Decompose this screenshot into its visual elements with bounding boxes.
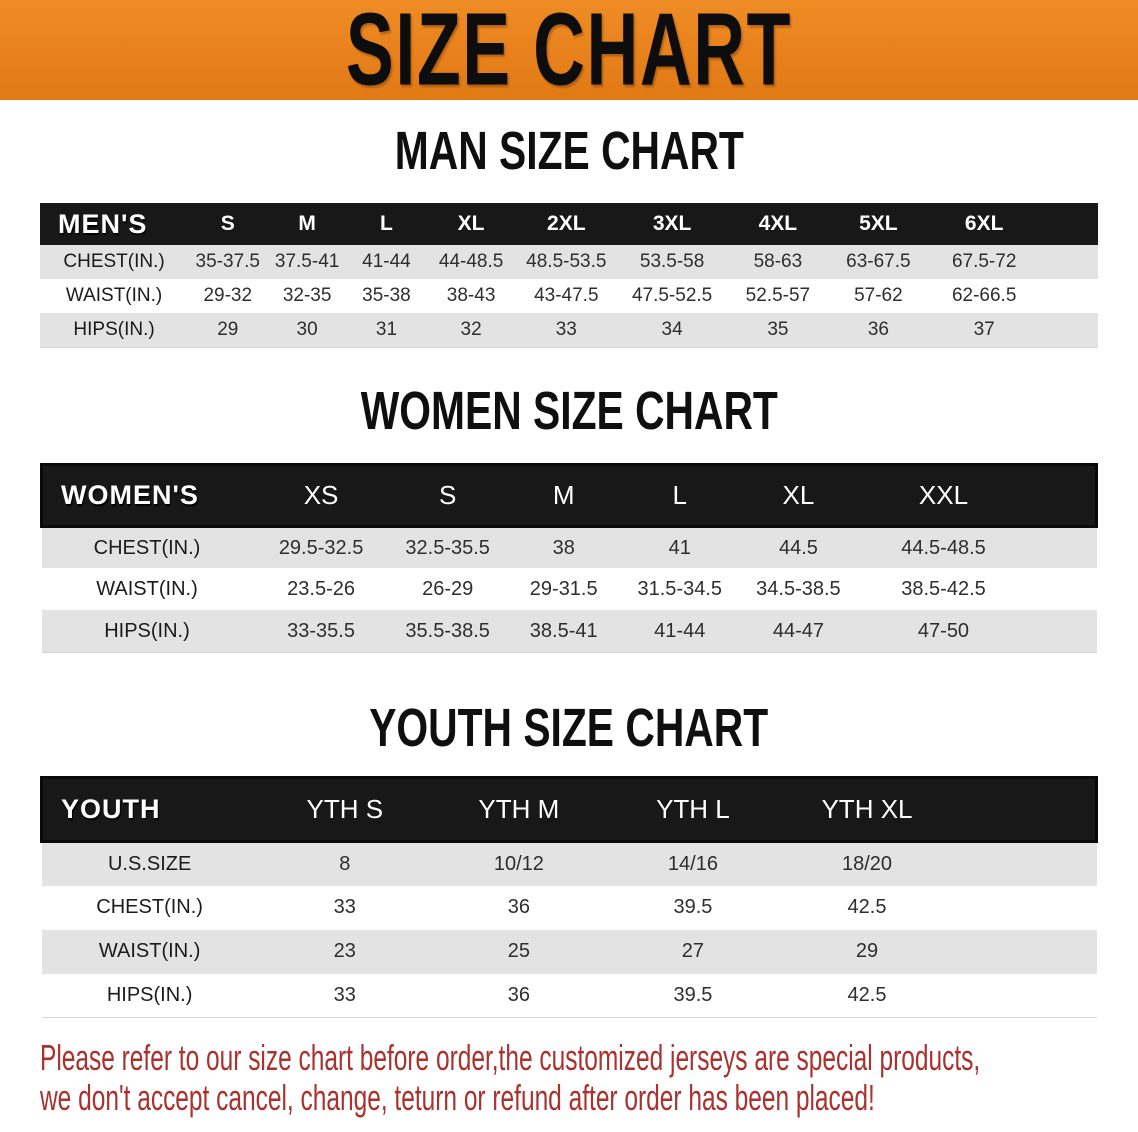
youth-size-column-header: YTH L: [606, 778, 780, 842]
spacer-cell: [954, 974, 1096, 1018]
row-label: CHEST(IN.): [93, 536, 201, 559]
size-value: 39.5: [673, 896, 713, 919]
spacer-cell: [1028, 464, 1097, 526]
size-value: 38.5-41: [529, 619, 598, 642]
size-value: 57-62: [854, 285, 903, 307]
men-size-column-header: 4XL: [728, 203, 829, 245]
size-value: 42.5: [847, 896, 887, 919]
size-value: 37.5-41: [274, 251, 340, 273]
size-value: 32.5-35.5: [405, 536, 490, 559]
women-table-row: [42, 568, 1097, 610]
men-chart-heading: [0, 121, 1138, 182]
row-label: HIPS(IN.): [73, 318, 155, 340]
size-value: 34.5-38.5: [756, 577, 841, 600]
size-value: 36: [867, 318, 889, 340]
size-value: 43-47.5: [534, 285, 599, 307]
size-value: 38-43: [446, 285, 496, 307]
size-value: 30: [296, 318, 318, 340]
size-value: 37: [973, 318, 995, 340]
size-value: 44-47: [772, 619, 825, 642]
men-header-row: [40, 203, 1098, 245]
women-size-column-header: L: [622, 464, 738, 526]
row-label: CHEST(IN.): [96, 896, 203, 919]
youth-group-label: YOUTH: [42, 778, 258, 842]
spacer-cell: [954, 886, 1096, 930]
size-value: 33-35.5: [287, 619, 355, 642]
disclaimer-line-2: we don't accept cancel, change, teturn or refund after order has been placed!: [40, 1077, 875, 1119]
youth-table-row: [42, 886, 1097, 930]
row-label: CHEST(IN.): [63, 251, 165, 273]
men-size-column-header: 6XL: [929, 203, 1040, 245]
size-value: 29-32: [203, 285, 253, 307]
men-size-column-header: 3XL: [617, 203, 728, 245]
spacer-cell: [1040, 313, 1098, 347]
size-value: 63-67.5: [846, 251, 911, 273]
spacer-cell: [1040, 203, 1098, 245]
size-value: 44.5-48.5: [901, 536, 986, 559]
size-value: 36: [507, 896, 530, 919]
spacer-cell: [1040, 279, 1098, 313]
banner-title: SIZE CHART: [345, 0, 793, 108]
row-label: WAIST(IN.): [98, 940, 201, 963]
men-table-row: [40, 313, 1098, 347]
youth-table-row: [42, 842, 1097, 886]
spacer-cell: [1028, 526, 1097, 568]
youth-chart-heading: [0, 698, 1138, 759]
size-value: 33: [333, 983, 356, 1006]
youth-table-row: [42, 974, 1097, 1018]
women-size-column-header: XS: [253, 464, 390, 526]
women-header-row: [42, 464, 1097, 526]
size-value: 32-35: [282, 285, 332, 307]
size-value: 48.5-53.5: [526, 251, 607, 273]
spacer-cell: [1028, 610, 1097, 652]
men-chart-heading-text: MAN SIZE CHART: [394, 121, 744, 182]
youth-size-chart-section: [0, 698, 1138, 1018]
row-label: WAIST(IN.): [96, 577, 198, 600]
men-size-column-header: M: [267, 203, 346, 245]
spacer-cell: [954, 930, 1096, 974]
size-value: 38.5-42.5: [901, 577, 986, 600]
size-value: 26-29: [422, 577, 474, 600]
women-size-column-header: XXL: [859, 464, 1028, 526]
men-table-row: [40, 279, 1098, 313]
size-value: 29: [217, 318, 239, 340]
size-value: 44-48.5: [438, 251, 504, 273]
women-size-column-header: XL: [738, 464, 859, 526]
size-value: 58-63: [753, 251, 803, 273]
men-size-chart-section: [0, 121, 1138, 348]
women-chart-heading-text: WOMEN SIZE CHART: [360, 381, 778, 441]
size-value: 33: [555, 318, 577, 340]
size-value: 62-66.5: [951, 285, 1017, 307]
size-value: 18/20: [841, 852, 893, 875]
women-size-chart-section: [0, 381, 1138, 653]
size-value: 35-38: [362, 285, 411, 307]
spacer-cell: [954, 778, 1096, 842]
youth-header-row: [42, 778, 1097, 842]
men-size-column-header: S: [188, 203, 267, 245]
spacer-cell: [1028, 568, 1097, 610]
size-value: 47.5-52.5: [631, 285, 713, 307]
size-value: 32: [460, 318, 482, 340]
men-size-column-header: 5XL: [828, 203, 929, 245]
size-value: 23: [333, 940, 356, 963]
disclaimer-line-1: Please refer to our size chart before order,the customized jerseys are special products,: [40, 1037, 981, 1079]
size-value: 29: [855, 940, 879, 963]
row-label: WAIST(IN.): [65, 285, 163, 307]
men-group-label: MEN'S: [40, 203, 188, 245]
size-value: 67.5-72: [951, 251, 1017, 273]
youth-size-table: [40, 776, 1098, 1018]
women-table-row: [42, 526, 1097, 568]
size-value: 52.5-57: [745, 285, 811, 307]
size-value: 41: [668, 536, 691, 559]
youth-chart-heading-text: YOUTH SIZE CHART: [369, 698, 769, 759]
women-size-column-header: S: [390, 464, 506, 526]
size-value: 44.5: [778, 536, 818, 559]
size-chart-sections: [0, 121, 1138, 1018]
size-value: 29.5-32.5: [278, 536, 364, 559]
women-size-column-header: M: [506, 464, 622, 526]
size-value: 23.5-26: [287, 577, 355, 600]
men-size-column-header: 2XL: [516, 203, 617, 245]
women-table-row: [42, 610, 1097, 652]
size-value: 25: [507, 940, 530, 963]
women-size-table: [40, 463, 1098, 653]
size-value: 10/12: [493, 852, 544, 875]
youth-size-column-header: YTH S: [258, 778, 432, 842]
women-group-label: WOMEN'S: [42, 464, 253, 526]
size-value: 47-50: [917, 619, 970, 642]
men-size-table: [40, 203, 1098, 348]
size-value: 34: [661, 318, 683, 340]
size-value: 41-44: [654, 619, 706, 642]
size-value: 31.5-34.5: [637, 577, 723, 600]
size-value: 42.5: [847, 983, 887, 1006]
spacer-cell: [1040, 245, 1098, 279]
row-label: HIPS(IN.): [104, 619, 190, 642]
size-value: 31: [375, 318, 398, 340]
women-chart-heading: [0, 381, 1138, 441]
size-value: 53.5-58: [639, 251, 705, 273]
size-value: 27: [681, 940, 705, 963]
size-value: 35-37.5: [195, 251, 260, 273]
youth-size-column-header: YTH XL: [780, 778, 954, 842]
youth-size-column-header: YTH M: [432, 778, 606, 842]
size-value: 35: [767, 318, 789, 340]
men-table-row: [40, 245, 1098, 279]
row-label: HIPS(IN.): [106, 983, 193, 1006]
spacer-cell: [954, 842, 1096, 886]
men-size-column-header: L: [347, 203, 426, 245]
row-label: U.S.SIZE: [107, 852, 192, 875]
size-value: 14/16: [667, 852, 718, 875]
size-value: 8: [339, 852, 351, 875]
size-value: 41-44: [362, 251, 411, 273]
size-value: 39.5: [673, 983, 713, 1006]
size-value: 33: [333, 896, 356, 919]
size-value: 38: [552, 536, 575, 559]
disclaimer: [40, 1038, 1138, 1118]
size-chart-banner: [0, 0, 1138, 108]
youth-table-row: [42, 930, 1097, 974]
size-value: 36: [507, 983, 530, 1006]
size-value: 35.5-38.5: [405, 619, 490, 642]
men-size-column-header: XL: [426, 203, 516, 245]
size-value: 29-31.5: [529, 577, 598, 600]
